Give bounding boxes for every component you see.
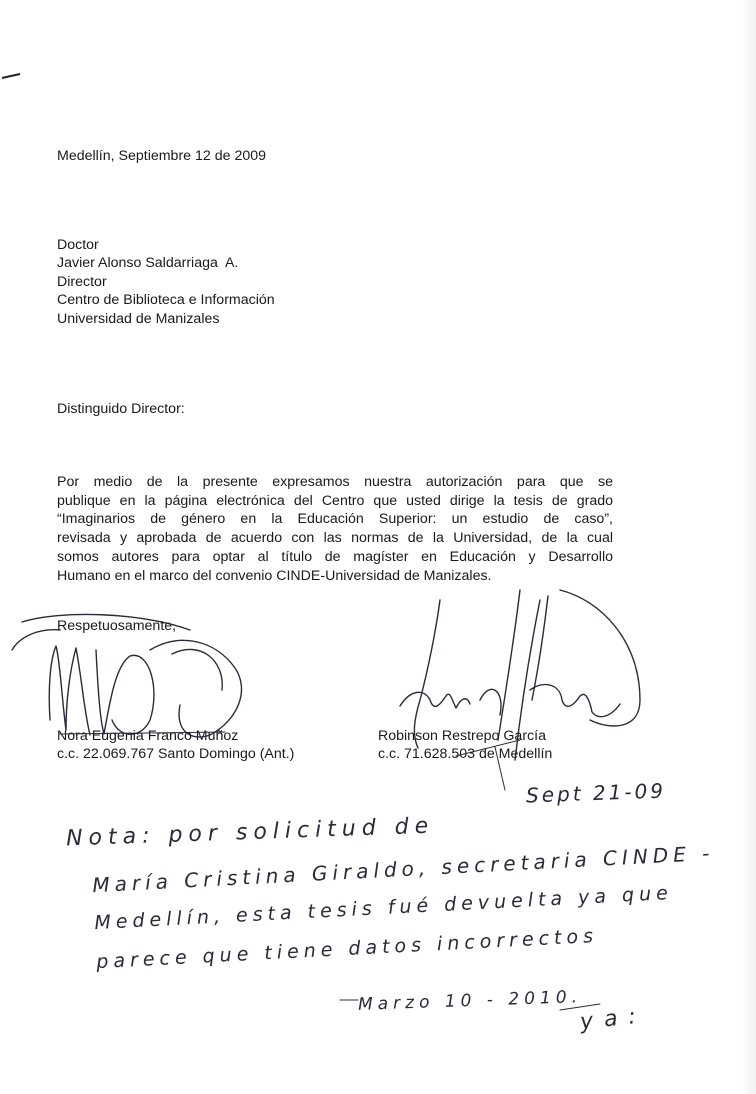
handwritten-date-stamp: Sept 21-09 [525, 778, 667, 808]
signatory-2-name: Robinson Restrepo García [378, 728, 546, 744]
body-line: Por medio de la presente expresamos nuestra autorización para que se [57, 474, 613, 490]
body-line: somos autores para optar al título de magíster en Educación y Desarrollo [57, 548, 613, 565]
scan-edge-mark [0, 60, 30, 90]
handwritten-note-line: Nota: por solicitud de [65, 813, 435, 852]
greeting: Distinguido Director: [57, 401, 185, 417]
handwritten-initials: y a : [578, 1004, 640, 1035]
recipient-position: Director [57, 273, 107, 290]
recipient-institution: Universidad de Manizales [57, 310, 220, 327]
body-line: publique en la página electrónica del Centro que usted dirige la tesis de grado [57, 492, 613, 509]
signatory-1-name: Nora Eugenia Franco Muñoz [57, 728, 239, 744]
signatory-1 [57, 727, 294, 764]
letter-date: Medellín, Septiembre 12 de 2009 [57, 148, 267, 164]
recipient-department: Centro de Biblioteca e Información [57, 292, 275, 309]
body-line: revisada y aprobada de acuerdo con las normas de la Universidad, de la cual [57, 530, 613, 547]
recipient-title: Doctor [57, 237, 99, 253]
handwritten-note-line: Medellín, esta tesis fué devuelta ya que [93, 881, 674, 935]
scan-shadow [742, 0, 756, 1094]
handwritten-note-line: María Cristina Giraldo, secretaria CINDE - [91, 840, 715, 898]
handwritten-note-date: Marzo 10 - 2010. [357, 987, 583, 1015]
recipient-block [57, 236, 275, 328]
signatory-2-id: c.c. 71.628.503 de Medellín [378, 746, 553, 763]
recipient-name: Javier Alonso Saldarriaga A. [57, 255, 239, 272]
body-line: Humano en el marco del convenio CINDE-Universidad de Manizales. [57, 567, 492, 584]
signatory-2 [378, 727, 552, 764]
handwritten-note-line: parece que tiene datos incorrectos [95, 924, 599, 974]
closing: Respetuosamente, [57, 618, 177, 634]
signatory-1-id: c.c. 22.069.767 Santo Domingo (Ant.) [57, 746, 295, 763]
body-paragraph [57, 473, 613, 585]
body-line: “Imaginarios de género en la Educación Superior: un estudio de caso”, [57, 511, 613, 528]
